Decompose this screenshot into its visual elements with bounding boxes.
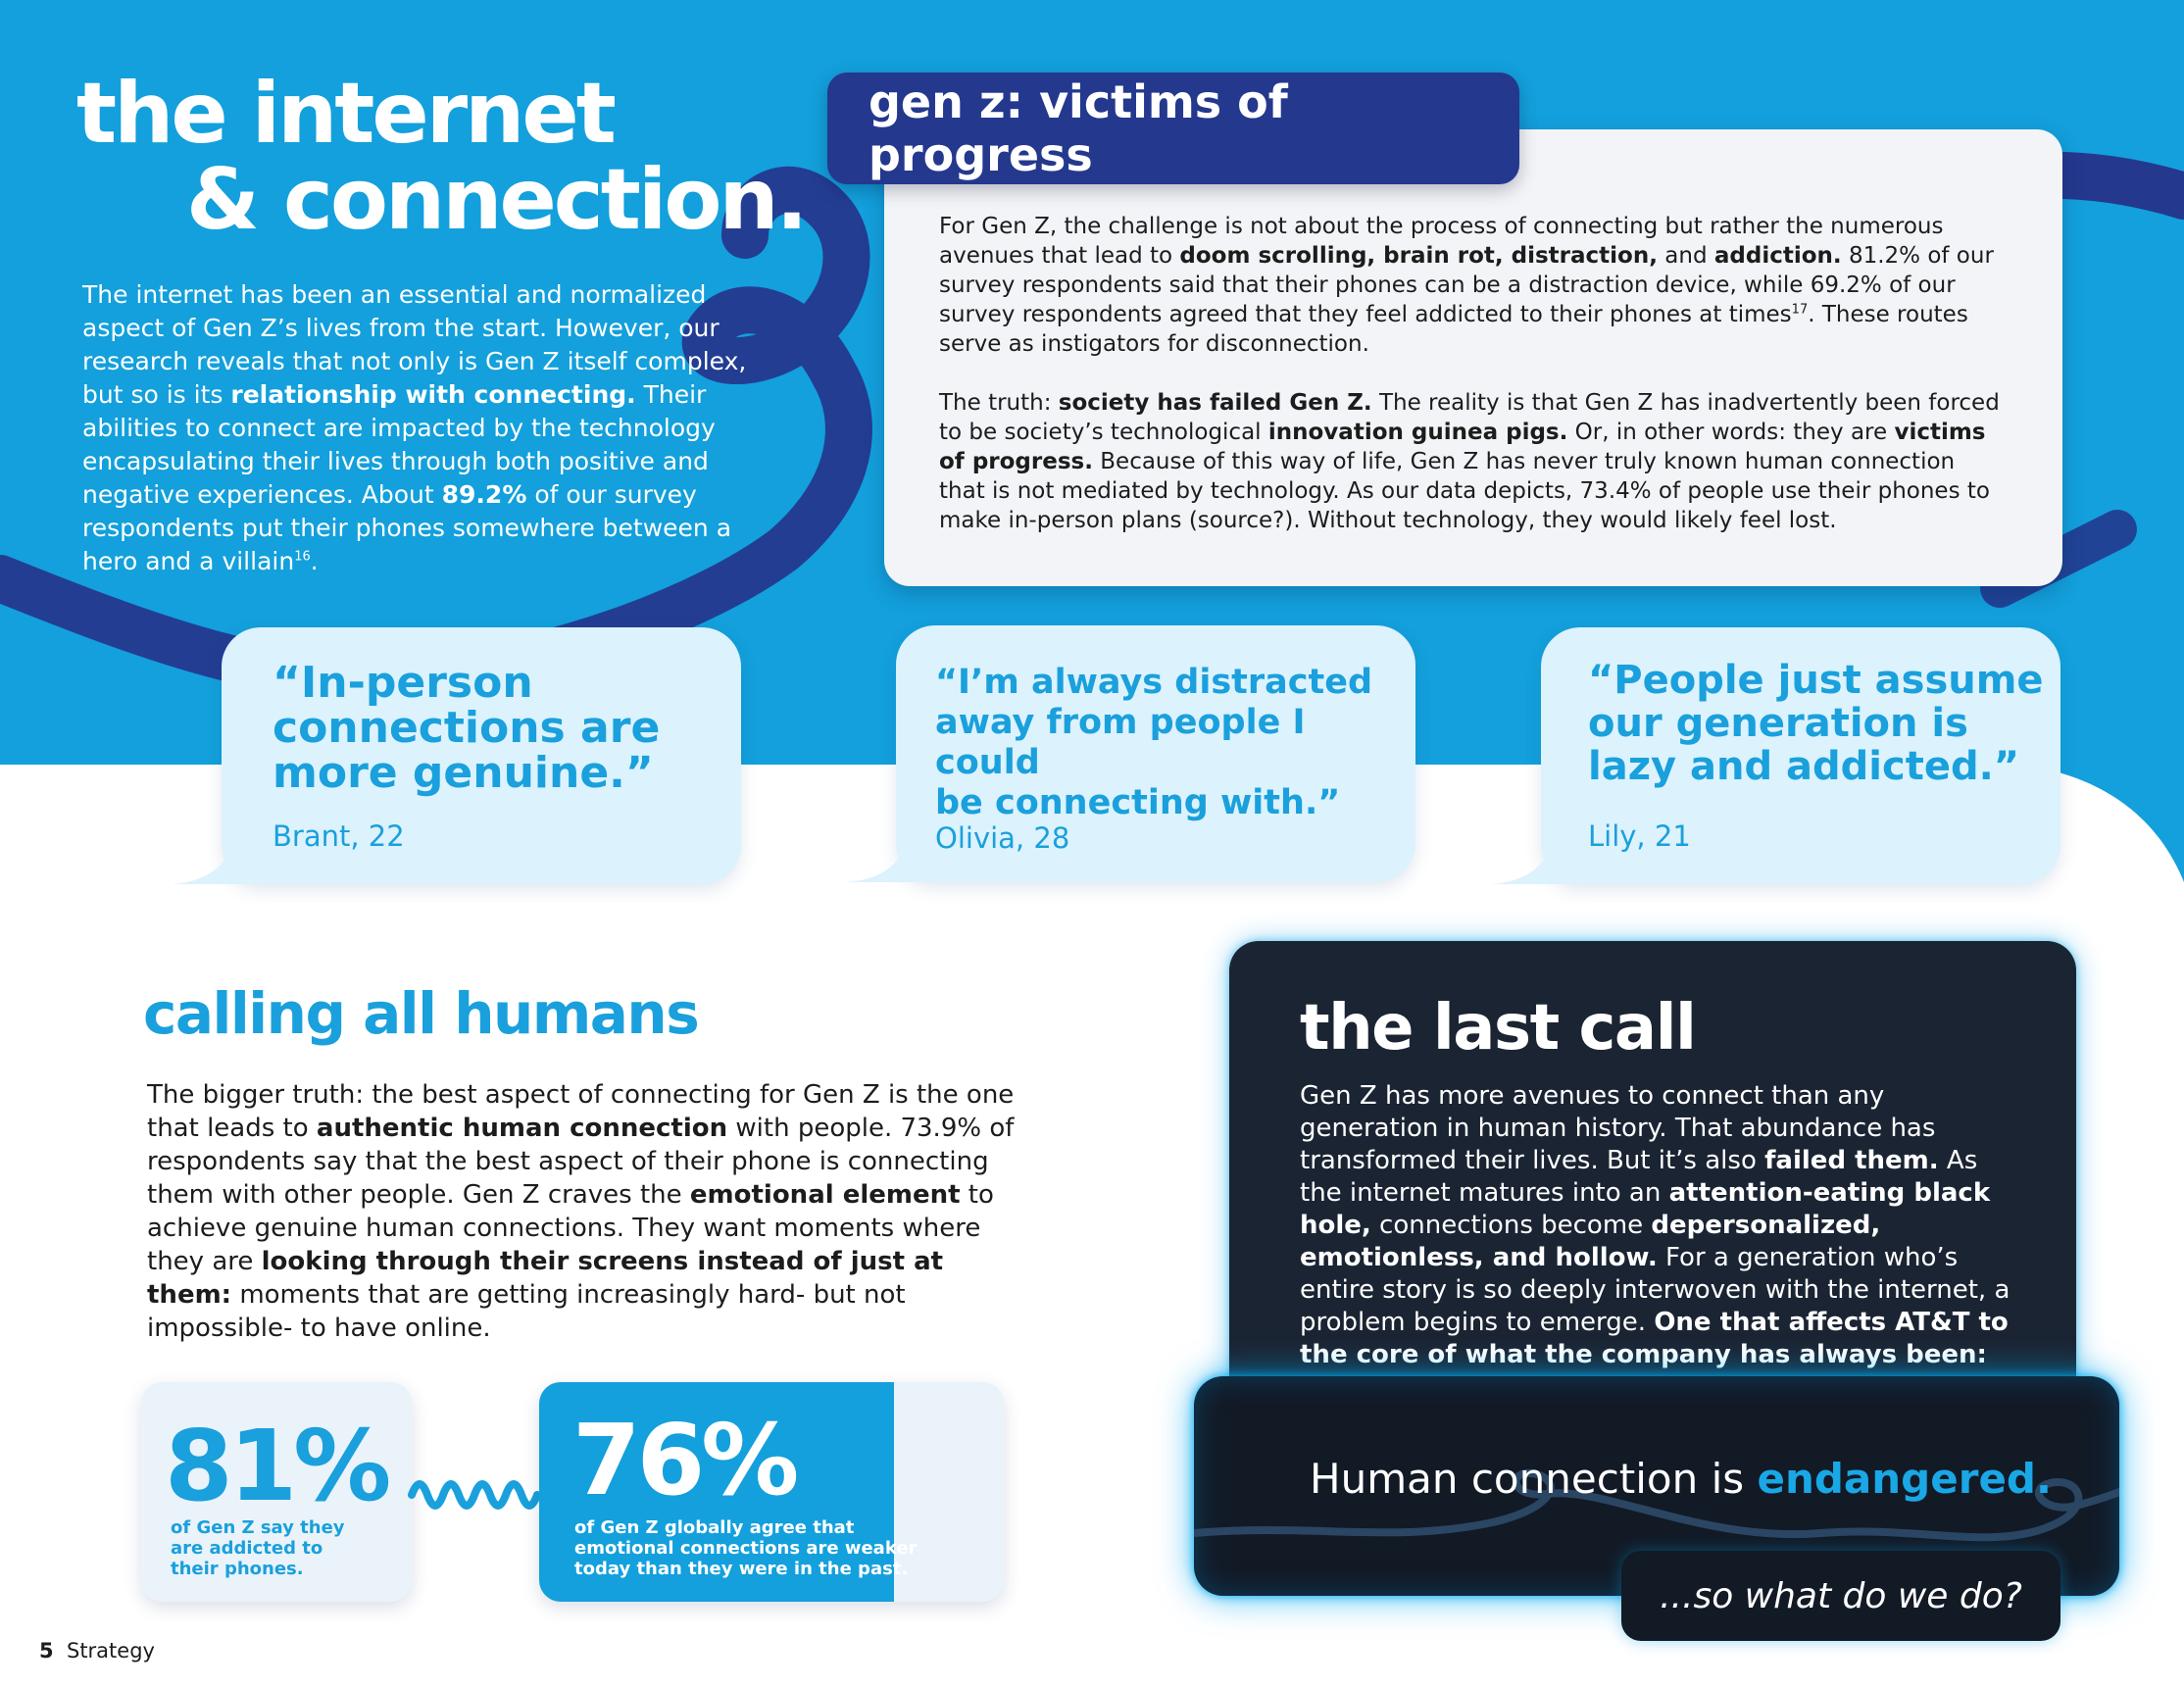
quote-author-3: Lily, 21 (1588, 819, 1691, 853)
victims-text: . These routes serve as instigators for disconnection. (939, 302, 1968, 357)
victims-text: Because of this way of life, Gen Z has never truly known human connection that is not mediated by technology. As our data depicts, 73.4% of people use their phones to make in-person plans (source?). Without technology, they would likely feel lost. (939, 449, 1990, 533)
intro-text-end: . (310, 547, 319, 575)
calling-text: to achieve genuine human connections. They want moments where they are (147, 1180, 994, 1276)
last-call-text: As the internet matures into an (1300, 1146, 1978, 1208)
headline-line-2: & connection. (186, 151, 806, 249)
victims-bold: victims of progress. (939, 420, 1986, 474)
quote-line: our generation is (1588, 701, 1968, 746)
stat-desc-line: of Gen Z say they (171, 1517, 345, 1538)
intro-bold-1: relationship with connecting. (230, 380, 636, 409)
intro-bold-2: 89.2% (441, 480, 527, 509)
calling-text: moments that are getting increasingly hard- but not impossible- to have online. (147, 1280, 906, 1343)
calling-bold: authentic human connection (316, 1114, 728, 1143)
quote-line: “I’m always distracted (935, 663, 1373, 702)
victims-text: Or, in other words: they are (1567, 420, 1895, 445)
intro-footnote-ref: 16 (294, 549, 311, 565)
victims-title: gen z: victims of progress (869, 75, 1288, 181)
victims-title-tab (827, 73, 1519, 184)
stat-desc-line: today than they were in the past. (574, 1559, 909, 1579)
quote-line: connections are (273, 703, 661, 753)
victims-text: The reality is that Gen Z has inadvertently been forced to be society’s technological (939, 390, 2000, 445)
victims-text: The truth: (939, 390, 1059, 416)
calling-body (147, 1078, 1019, 1345)
bubble-tail (845, 831, 933, 890)
bubble-tail (1490, 833, 1578, 892)
last-call-text: Gen Z has more avenues to connect than any generation in human history. That abundance has transformed their lives. But it’s also (1300, 1081, 1936, 1175)
victims-text: and (1657, 243, 1714, 269)
quote-line: “In-person (273, 658, 533, 708)
endangered-statement (1310, 1455, 2052, 1503)
bubble-tail (171, 833, 259, 892)
stat-card-2 (539, 1382, 1004, 1602)
footer-section: Strategy (66, 1639, 155, 1662)
headline-line-1: the internet (76, 65, 614, 163)
quote-line: be connecting with.” (935, 783, 1341, 822)
coiled-cord-icon (408, 1451, 545, 1529)
victims-bold: innovation guinea pigs. (1267, 420, 1568, 445)
quote-line: away from people I could (935, 703, 1306, 782)
intro-text-3: of our survey respondents put their phones somewhere between a hero and a villain (82, 480, 732, 575)
stat-value-1: 81% (165, 1409, 388, 1523)
last-call-text: connections become (1370, 1211, 1652, 1240)
stat-desc-line: of Gen Z globally agree that (574, 1517, 855, 1538)
calling-text: The bigger truth: the best aspect of connecting for Gen Z is the one that leads to (147, 1080, 1015, 1143)
last-call-bold: depersonalized, emotionless, and hollow. (1300, 1211, 1881, 1272)
victims-text: 81.2% of our survey respondents said that their phones can be a distraction device, while 69.2% of our survey respondents agreed that they feel addicted to their phones at times (939, 243, 1994, 327)
victims-bold: society has failed Gen Z. (1058, 390, 1372, 416)
last-call-bold: attention-eating black hole, (1300, 1178, 1991, 1240)
victims-body (939, 212, 2008, 565)
stat-desc-line: their phones. (171, 1559, 304, 1579)
calling-bold: emotional element (689, 1180, 961, 1210)
quote-bubble-2 (896, 625, 1415, 882)
endangered-text: Human connection is (1310, 1455, 1758, 1503)
stat-card-1 (141, 1382, 412, 1602)
last-call-bold: One that affects AT&T to the core of what the company has always been: (1300, 1308, 2009, 1369)
last-call-text: For a generation who’s entire story is so deeply interwoven with the internet, a problem begins to emerge. (1300, 1243, 2010, 1337)
quote-author-1: Brant, 22 (273, 819, 405, 853)
quote-author-2: Olivia, 28 (935, 821, 1070, 855)
quote-line: more genuine.” (273, 748, 654, 798)
last-call-bold: failed them. (1764, 1146, 1939, 1175)
stat-value-2: 76% (572, 1403, 796, 1517)
victims-text: For Gen Z, the challenge is not about the process of connecting but rather the numerous avenues that lead to (939, 214, 1944, 269)
page-footer (39, 1639, 155, 1662)
victims-paragraph-1 (939, 212, 2008, 359)
last-call-body (1300, 1080, 2015, 1371)
victims-bold: doom scrolling, brain rot, distraction, (1179, 243, 1658, 269)
last-call-title-light: the (1300, 992, 1433, 1065)
intro-text-1: The internet has been an essential and normalized aspect of Gen Z’s lives from the start. However, our research reveals that not only is Gen Z itself complex, but so is its (82, 280, 747, 409)
victims-footnote-ref: 17 (1791, 302, 1809, 318)
intro-text-2: Their abilities to connect are impacted by the technology encapsulating their lives through both positive and negative experiences. About (82, 380, 716, 509)
so-what-callout (1621, 1551, 2060, 1641)
quote-text-1 (273, 658, 661, 798)
stat-desc-line: emotional connections are weaker (574, 1538, 918, 1559)
victims-paragraph-2 (939, 388, 2008, 535)
intro-paragraph (82, 278, 749, 578)
calling-text: with people. 73.9% of respondents say that the best aspect of their phone is connecting them with other people. Gen Z craves the (147, 1114, 1015, 1210)
so-what-text: ...so what do we do? (1660, 1575, 2022, 1616)
stat-desc-1 (171, 1517, 345, 1579)
calling-bold: looking through their screens instead of just at them: (147, 1247, 944, 1310)
page-number: 5 (39, 1639, 54, 1662)
quote-bubble-1 (222, 627, 741, 884)
stat-desc-line: are addicted to (171, 1538, 323, 1559)
last-call-title (1300, 992, 1695, 1065)
calling-title: calling all humans (143, 980, 699, 1047)
page-headline (76, 65, 806, 249)
stat-desc-2 (574, 1517, 917, 1579)
last-call-title-bold: last call (1432, 992, 1696, 1065)
endangered-highlight: endangered. (1757, 1455, 2052, 1503)
quote-line: lazy and addicted.” (1588, 744, 2020, 789)
victims-bold: addiction. (1713, 243, 1842, 269)
quote-text-2 (935, 663, 1415, 823)
quote-line: “People just assume (1588, 658, 2044, 703)
quote-bubble-3 (1541, 627, 2060, 884)
quote-text-3 (1588, 659, 2044, 788)
